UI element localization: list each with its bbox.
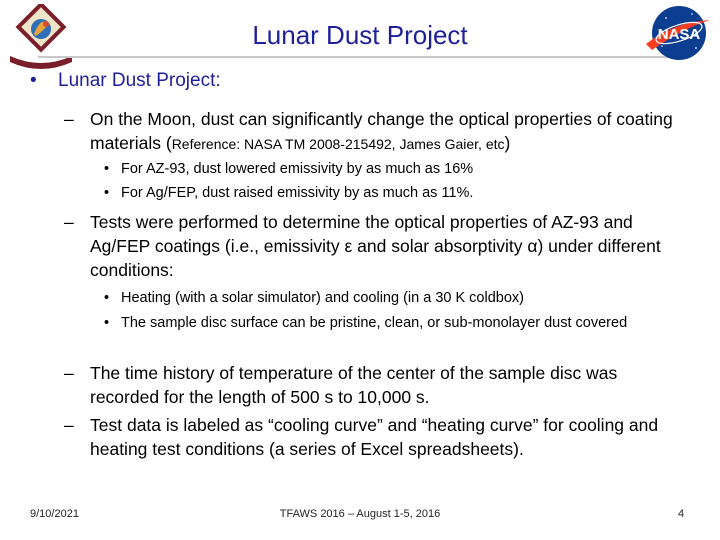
footer-date: 9/10/2021 [30,508,79,520]
sub-sub-bullet-1a-text: For AZ-93, dust lowered emissivity by as much as 16% [121,161,474,177]
sub-sub-bullet-2b: • The sample disc surface can be pristine, clean, or sub-monolayer dust covered [104,312,644,335]
sub-bullet-1-close: ) [504,133,511,153]
sub-sub-bullet-2b-text: The sample disc surface can be pristine, clean, or sub-monolayer dust covered [121,315,628,331]
title-divider [38,56,678,58]
nasa-meatball-logo-icon [644,4,714,62]
sub-sub-bullet-1b: • For Ag/FEP, dust raised emissivity by as much as 11%. [104,182,664,205]
sub-sub-bullet-2a: • Heating (with a solar simulator) and cooling (in a 30 K coldbox) [104,287,664,310]
sub-sub-bullet-1a: • For AZ-93, dust lowered emissivity by as much as 16% [104,158,664,181]
sub-bullet-1: – On the Moon, dust can significantly change the optical properties of coating materials (Reference: NASA TM 2008-215492, James Gaier, etc) [64,109,673,153]
sub-bullet-2-text: Tests were performed to determine the optical properties of AZ-93 and Ag/FEP coatings (i.e., emissivity ε and solar absorptivity α) under different conditions: [90,212,661,280]
nasa-logo-text: NASA [657,26,701,43]
sub-sub-bullet-1b-text: For Ag/FEP, dust raised emissivity by as much as 11%. [121,185,474,201]
sub-bullet-2: – Tests were performed to determine the optical properties of AZ-93 and Ag/FEP coatings (i.e., emissivity ε and solar absorptivity α) under different conditions: [64,210,674,282]
sub-bullet-3-text: The time history of temperature of the center of the sample disc was recorded for the length of 500 s to 10,000 s. [90,363,618,407]
sub-bullet-4: – Test data is labeled as “cooling curve” and “heating curve” for cooling and heating test conditions (a series of Excel spreadsheets). [64,413,674,461]
page-number: 4 [678,508,685,520]
sub-sub-bullet-2a-text: Heating (with a solar simulator) and cooling (in a 30 K coldbox) [121,290,524,306]
sub-bullet-3: – The time history of temperature of the center of the sample disc was recorded for the length of 500 s to 10,000 s. [64,361,674,409]
sub-bullet-4-text: Test data is labeled as “cooling curve” and “heating curve” for cooling and heating test conditions (a series of Excel spreadsheets). [90,415,659,459]
bullet-dot: • [30,70,37,91]
sub-bullet-1-text: On the Moon, dust can significantly change the optical properties of coating materials ( [90,109,673,153]
main-bullet-text: Lunar Dust Project: [58,70,221,91]
reference-text: Reference: NASA TM 2008-215492, James Gaier, etc [171,136,505,152]
page-title: Lunar Dust Project [252,20,468,50]
footer-center: TFAWS 2016 – August 1-5, 2016 [279,508,441,520]
